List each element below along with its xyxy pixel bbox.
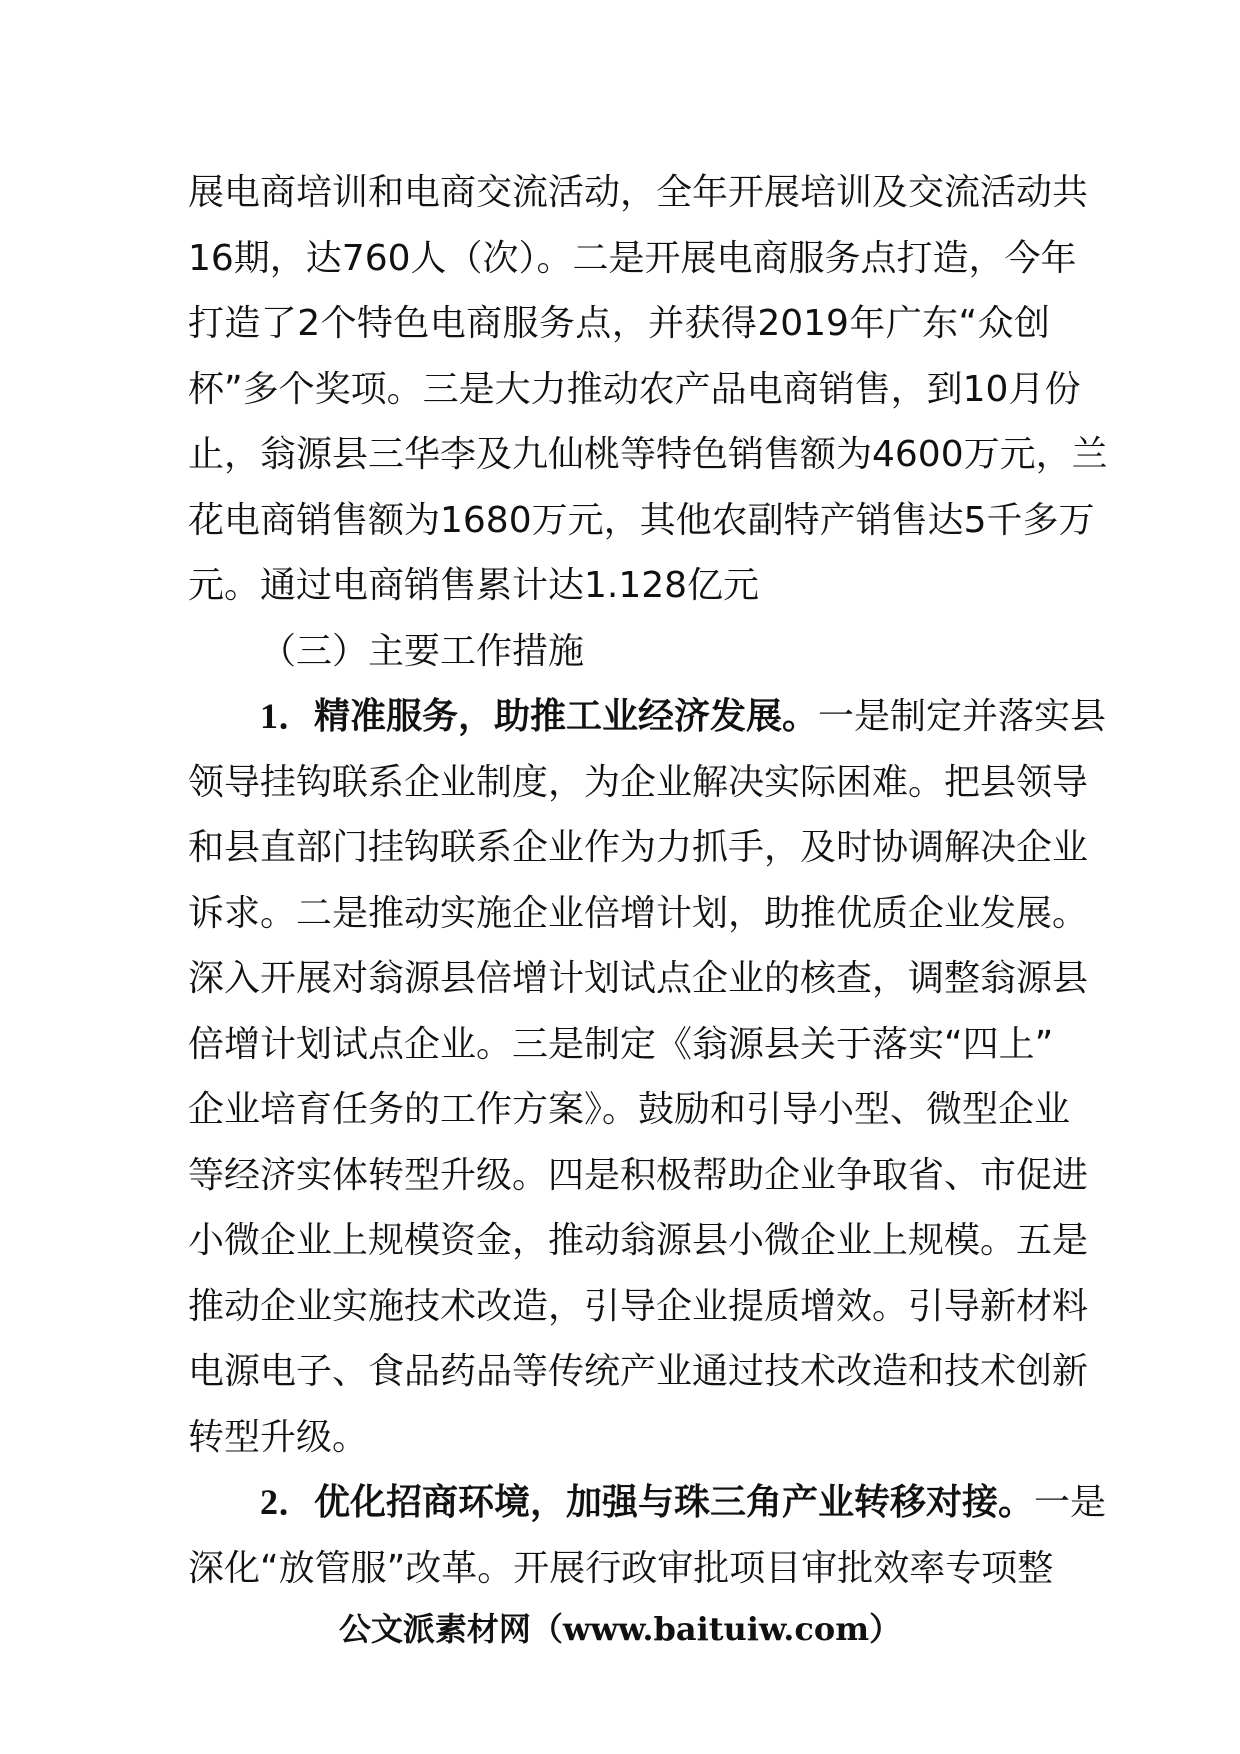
document-body: [188, 160, 1108, 1601]
footer-watermark: 公文派素材网（www.baituiw.com）: [338, 1610, 902, 1648]
text-line: 诉求。二是推动实施企业倍增计划，助推优质企业发展。: [188, 892, 1089, 934]
item-number: 2．: [260, 1482, 315, 1522]
item-first-rest: 一是制定并落实县: [818, 696, 1107, 737]
text-line: 和县直部门挂钩联系企业作为力抓手，及时协调解决企业: [188, 827, 1089, 868]
text-line: 杯”多个奖项。三是大力推动农产品电商销售，到10月份: [188, 368, 1081, 410]
text-line: 花电商销售额为1680万元，其他农副特产销售达5千多万: [188, 499, 1095, 541]
item-number: 1．: [260, 696, 315, 736]
text-line: 16期，达760人（次）。二是开展电商服务点打造，今年: [188, 237, 1077, 279]
text-line: 电源电子、食品药品等传统产业通过技术改造和技术创新: [188, 1351, 1089, 1392]
text-line: 转型升级。: [188, 1416, 369, 1458]
text-line: 推动企业实施技术改造，引导企业提质增效。引导新材料: [188, 1285, 1089, 1327]
text-line: 领导挂钩联系企业制度，为企业解决实际困难。把县领导: [188, 761, 1089, 803]
text-line: 等经济实体转型升级。四是积极帮助企业争取省、市促进: [188, 1154, 1089, 1196]
paragraph-item-2: [188, 1470, 1107, 1601]
paragraph-ecommerce: [188, 160, 1108, 619]
item-first-rest: 一是: [1034, 1482, 1107, 1523]
paragraph-item-1: [188, 684, 1107, 1470]
text-line: 企业培育任务的工作方案》。鼓励和引导小型、微型企业: [188, 1089, 1071, 1130]
text-line: 展电商培训和电商交流活动，全年开展培训及交流活动共: [188, 172, 1089, 213]
item-lead-bold: 优化招商环境，加强与珠三角产业转移对接。: [314, 1482, 1035, 1523]
section-heading: [188, 619, 1050, 685]
text-line: 倍增计划试点企业。三是制定《翁源县关于落实“四上”: [188, 1023, 1054, 1065]
item-first-line: [188, 684, 1107, 750]
text-line: 深化“放管服”改革。开展行政审批项目审批效率专项整: [188, 1547, 1054, 1589]
text-line: 打造了2个特色电商服务点，并获得2019年广东“众创: [188, 303, 1050, 344]
text-line: 深入开展对翁源县倍增计划试点企业的核查，调整翁源县: [188, 958, 1089, 999]
text-line: 小微企业上规模资金，推动翁源县小微企业上规模。五是: [188, 1220, 1089, 1261]
text-line: 止，翁源县三华李及九仙桃等特色销售额为4600万元，兰: [188, 434, 1108, 475]
item-lead-bold: 精准服务，助推工业经济发展。: [314, 696, 819, 737]
heading-text: （三）主要工作措施: [260, 630, 585, 672]
item-first-line: [188, 1470, 1107, 1536]
text-line: 元。通过电商销售累计达1.128亿元: [188, 565, 760, 606]
